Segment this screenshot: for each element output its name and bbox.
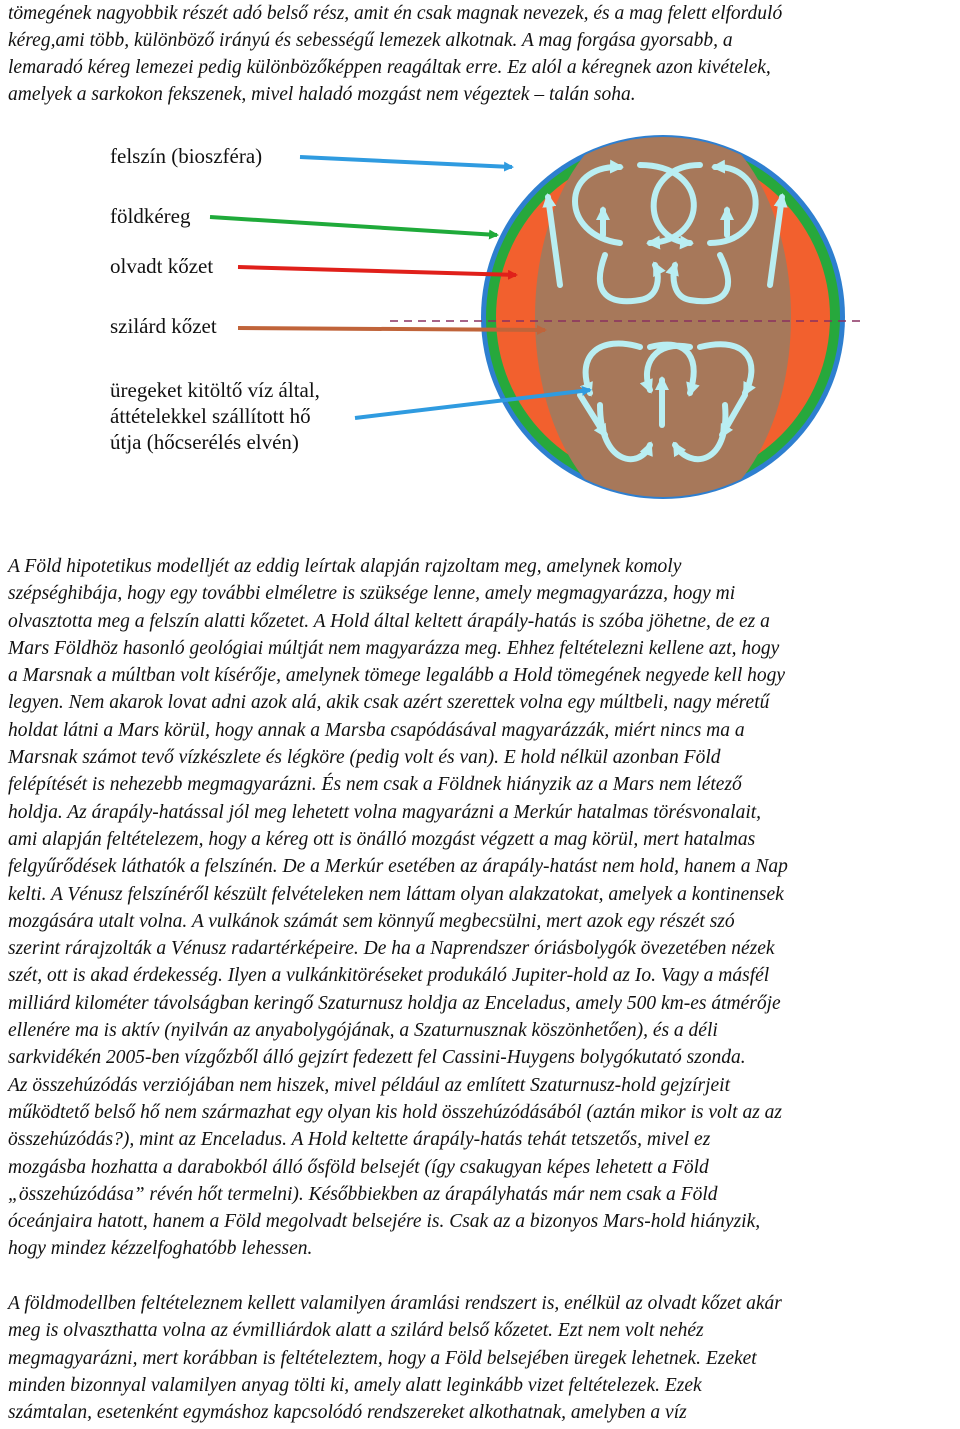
molten-arrow (238, 267, 516, 275)
paragraph-line: a Marsnak a múltban volt kísérője, amelynek tömege legalább a Hold tömegének negyede kell hogy (8, 665, 786, 687)
paragraph-line: legyen. Nem akarok lovat adni azok alá, akik csak azért szerettek volna egy múltbeli, nagy méretű (8, 692, 770, 714)
paragraph-line: mozgásba hozhatta a darabokból álló ősföld belsejét (így csakugyan képes lehetett a Föld (8, 1156, 709, 1178)
paragraph-line: számtalan, esetenként egymáshoz kapcsolódó rendszereket alkothatnak, amelyben a víz (8, 1402, 687, 1424)
paragraph-line: működtető belső hő nem származhat egy olyan kis hold összehúzódásából (aztán mikor is volt az az (8, 1101, 783, 1123)
intro-text (8, 0, 958, 108)
paragraph-line: felgyűrődések láthatók a felszínén. De a Merkúr esetében az árapály-hatást nem hold, hanem a Nap (8, 856, 788, 878)
label-crust: földkéreg (110, 204, 191, 228)
label-solid-rock: szilárd kőzet (110, 314, 217, 338)
paragraph-line: milliárd kilométer távolságban keringő Szaturnusz holdja az Enceladus, amely 500 km-es átmérője (8, 992, 781, 1014)
paragraph-1 (8, 553, 958, 1263)
paragraph-line: ami alapján feltételezem, hogy a kéreg ott is önálló mozgást végzett a mag körül, mert hatalmas (8, 828, 756, 850)
surface-arrow (300, 157, 512, 167)
paragraph-line: holdja. Az árapály-hatással jól meg lehetett volna magyarázni a Merkúr hatalmas törésvonalait, (8, 801, 762, 823)
earth-model-figure (0, 125, 960, 535)
body-text (8, 553, 958, 1427)
paragraph-line: szerint rárajzolták a Vénusz radartérképeire. De ha a Naprendszer óriásbolygók övezetében nézek (8, 938, 775, 960)
label-surface: felszín (bioszféra) (110, 144, 263, 168)
paragraph-line: Marsnak számot tevő vízkészlete és légköre (pedig volt és van). E hold nélkül azonban Föld (8, 747, 721, 769)
paragraph-line: meg is olvaszthatta volna az évmilliárdok alatt a szilárd belső kőzetet. Ezt nem volt nehéz (8, 1320, 704, 1342)
label-heat-path-line2: áttételekkel szállított hő (110, 404, 311, 428)
paragraph-line: olvasztotta meg a felszín alatti kőzetet. A Hold által keltett árapály-hatás is szóba jöhetne, de ez a (8, 610, 770, 632)
intro-line: kéreg,ami több, különböző irányú és sebességű lemezek alkotnak. A mag forgása gyorsabb, a (8, 30, 733, 51)
earth-model-diagram (0, 125, 960, 535)
intro-line: tömegének nagyobbik részét adó belső rész, amit én csak magnak nevezek, és a mag felett elforduló (8, 3, 783, 24)
label-molten-rock: olvadt kőzet (110, 254, 214, 278)
paragraph-line: holdat látni a Mars körül, hogy annak a Marsba csapódásával magyarázzák, miért nincs ma a (8, 719, 745, 741)
paragraph-line: A földmodellben feltételeznem kellett valamilyen áramlási rendszert is, enélkül az olvadt kőzet akár (8, 1293, 782, 1315)
paragraph-line: „összehúzódása” révén hőt termelni). Későbbiekben az árapályhatás már nem csak a Föld (8, 1183, 718, 1205)
paragraph-line: óceánjaira hatott, hanem a Föld megolvadt belsejére is. Csak az a bizonyos Mars-hold hiányzik, (8, 1211, 761, 1233)
paragraph-line: kelti. A Vénusz felszínéről készült felvételeken nem láttam olyan alakzatokat, amelyek a kontinensek (8, 883, 784, 905)
paragraph-line: Az összehúzódás verziójában nem hiszek, mivel például az említett Szaturnusz-hold gejzírjeit (8, 1074, 730, 1096)
paragraph-gap (8, 1263, 958, 1290)
paragraph-line: megmagyarázni, mert korábban is feltételeztem, hogy a Föld belsejében üregek lehetnek. Ezeket (8, 1347, 757, 1369)
paragraph-line: szét, ott is akad érdekesség. Ilyen a vulkánkitöréseket produkáló Jupiter-hold az Io. Vagy a másfél (8, 965, 770, 987)
paragraph-line: minden bizonnyal valamilyen anyag tölti ki, amely alatt leginkább vizet feltételezek. Ezek (8, 1374, 702, 1396)
paragraph-line: A Föld hipotetikus modelljét az eddig leírtak alapján rajzoltam meg, amelynek komoly (8, 556, 682, 577)
paragraph-line: sarkvidékén 2005-ben vízgőzből álló gejzírt fedezett fel Cassini-Huygens bolygókutató szonda. (8, 1047, 746, 1069)
paragraph-line: ellenére ma is aktív (nyilván az anyabolygójának, a Szaturnusznak köszönhetően), és a déli (8, 1020, 718, 1042)
paragraph-line: összehúzódás?), mint az Enceladus. A Hold keltette árapály-hatás tehát tetszetős, mivel ez (8, 1129, 711, 1151)
label-heat-path-line3: útja (hőcserélés elvén) (110, 430, 299, 454)
paragraph-line: felépítését is nehezebb megmagyarázni. És nem csak a Földnek hiányzik az a Mars nem létező (8, 774, 742, 796)
label-heat-path-line1: üregeket kitöltő víz által, (110, 378, 320, 402)
crust-arrow (210, 217, 497, 235)
paragraph-line: mozgására utalt volna. A vulkánok számát sem könnyű megbecsülni, mert azok egy részét szó (8, 910, 735, 932)
intro-line: amelyek a sarkokon fekszenek, mivel haladó mozgást nem végeztek – talán soha. (8, 84, 636, 105)
paragraph-line: Mars Földhöz hasonló geológiai múltját nem magyarázza meg. Ehhez feltételezni kellene azt, hogy (8, 637, 780, 659)
paragraph-line: szépséghibája, hogy egy további elméletre is szüksége lenne, amely megmagyarázza, hogy mi (8, 583, 736, 605)
intro-line: lemaradó kéreg lemezei pedig különbözőképpen reagáltak erre. Ez alól a kéregnek azon kivételek, (8, 57, 771, 78)
paragraph-2 (8, 1290, 958, 1426)
solid-arrow (238, 328, 545, 330)
paragraph-line: hogy mindez kézzelfoghatóbb lehessen. (8, 1238, 313, 1260)
